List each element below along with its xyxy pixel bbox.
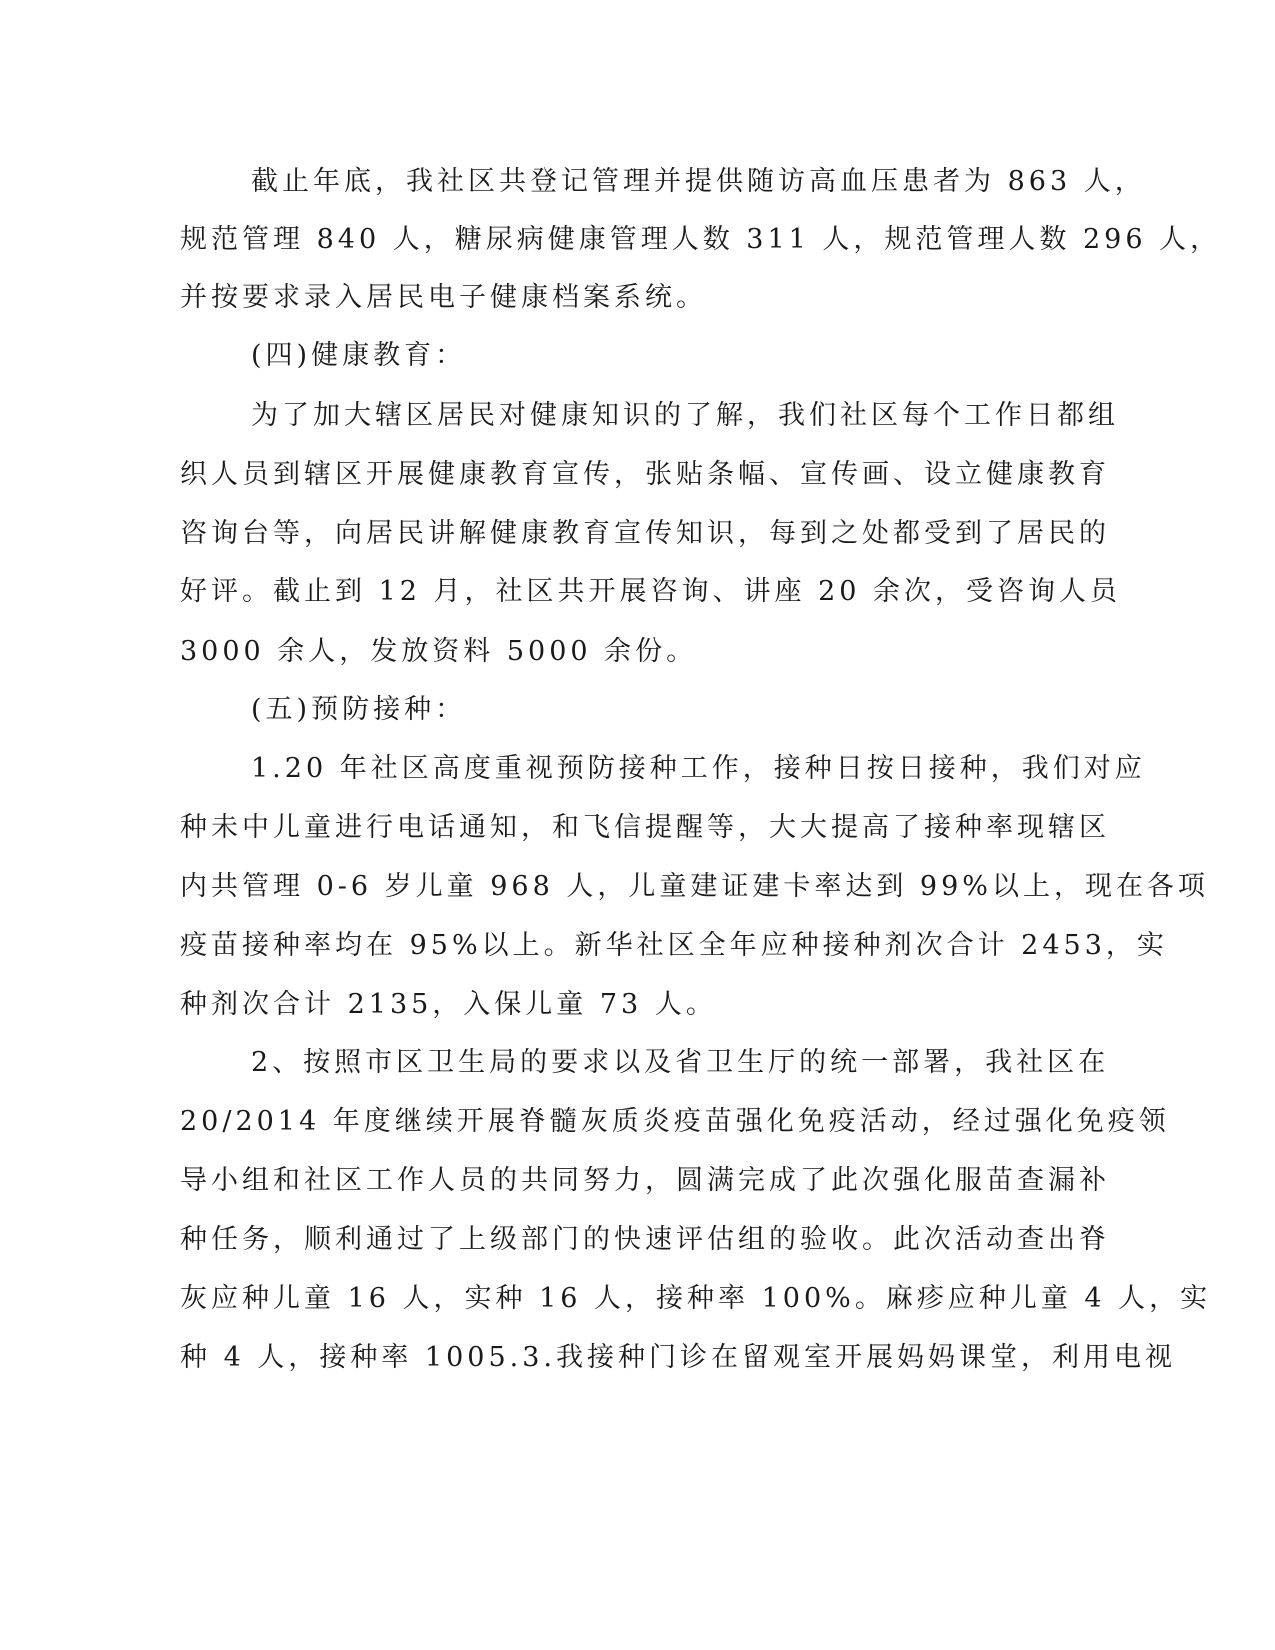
body-text-line: 为了加大辖区居民对健康知识的了解，我们社区每个工作日都组: [251, 400, 1119, 431]
body-text-line: 种任务，顺利通过了上级部门的快速评估组的验收。此次活动查出脊: [180, 1224, 1110, 1255]
body-text-line: 种剂次合计 2135，入保儿童 73 人。: [180, 989, 717, 1020]
body-text-line: 20/2014 年度继续开展脊髓灰质炎疫苗强化免疫活动，经过强化免疫领: [180, 1106, 1170, 1137]
body-text-line: 灰应种儿童 16 人，实种 16 人，接种率 100%。麻疹应种儿童 4 人，实: [180, 1283, 1212, 1314]
section-heading: (四)健康教育：: [251, 340, 467, 371]
body-text-line: 并按要求录入居民电子健康档案系统。: [180, 282, 707, 313]
body-text-line: 3000 余人，发放资料 5000 余份。: [180, 636, 698, 667]
body-text-line: 截止年底，我社区共登记管理并提供随访高血压患者为 863 人，: [251, 166, 1146, 197]
body-text-line: 规范管理 840 人，糖尿病健康管理人数 311 人，规范管理人数 296 人，: [180, 224, 1222, 255]
body-text-line: 种 4 人，接种率 1005.3.我接种门诊在留观室开展妈妈课堂，利用电视: [180, 1342, 1176, 1373]
body-text-line: 内共管理 0-6 岁儿童 968 人，儿童建证建卡率达到 99%以上，现在各项: [180, 871, 1209, 902]
body-text-line: 2、按照市区卫生局的要求以及省卫生厅的统一部署，我社区在: [251, 1047, 1110, 1078]
body-text-line: 种未中儿童进行电话通知，和飞信提醒等，大大提高了接种率现辖区: [180, 812, 1110, 843]
body-text-line: 1.20 年社区高度重视预防接种工作，接种日按日接种，我们对应: [251, 753, 1146, 784]
body-text-line: 疫苗接种率均在 95%以上。新华社区全年应种接种剂次合计 2453，实: [180, 930, 1168, 961]
section-heading: (五)预防接种：: [251, 694, 467, 725]
body-text-line: 好评。截止到 12 月，社区共开展咨询、讲座 20 余次，受咨询人员: [180, 576, 1122, 607]
body-text-line: 咨询台等，向居民讲解健康教育宣传知识，每到之处都受到了居民的: [180, 518, 1110, 549]
body-text-line: 导小组和社区工作人员的共同努力，圆满完成了此次强化服苗查漏补: [180, 1165, 1110, 1196]
body-text-line: 织人员到辖区开展健康教育宣传，张贴条幅、宣传画、设立健康教育: [180, 459, 1110, 490]
